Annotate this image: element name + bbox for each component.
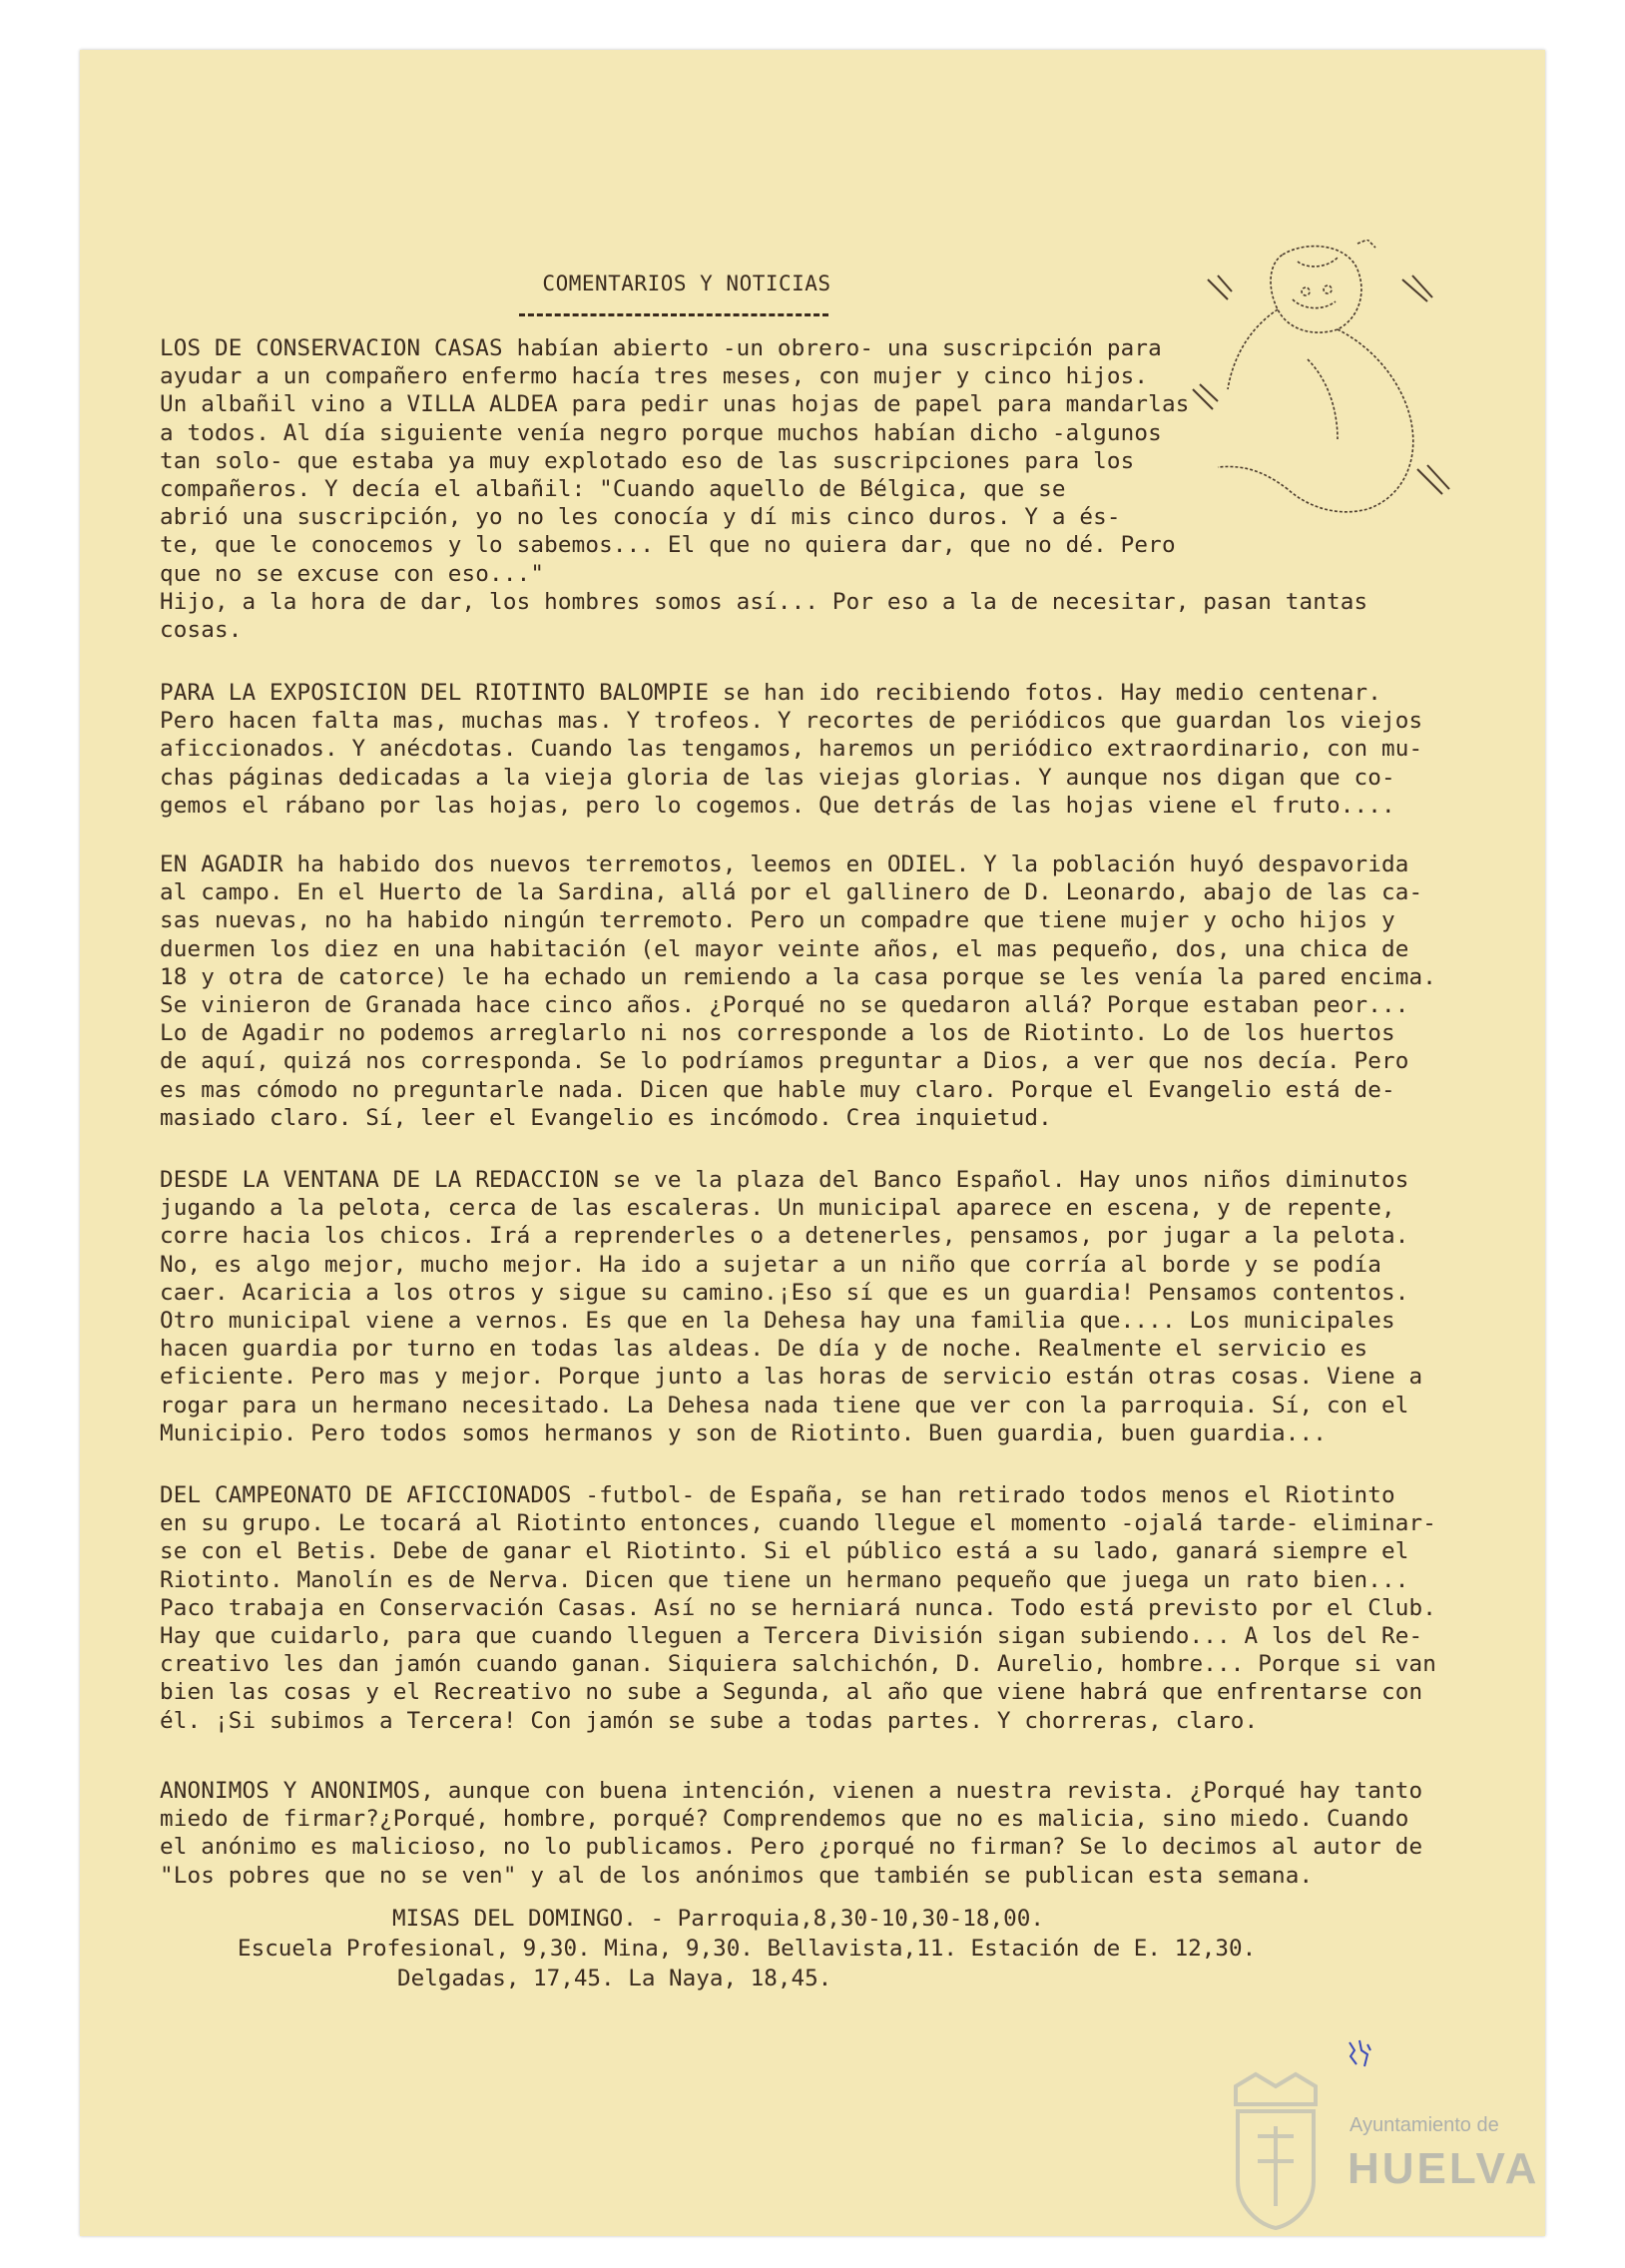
page-title: COMENTARIOS Y NOTICIAS — [542, 272, 831, 295]
paragraph-campeonato: DEL CAMPEONATO DE AFICCIONADOS -futbol- de España, se han retirado todos menos el Riotinto en su grupo. Le tocará al Riotinto entonces, cuando llegue el momento -ojalá tarde- eliminar- se con el Betis. Debe de ganar el Riotinto. Si el público está a su lado, ganará siempre el Riotinto. Manolín es de Nerva. Dicen que tiene un hermano pequeño que juega un rato bien... Paco trabaja en Conservación Casas. Así no se herniará nunca. Todo está previsto por el Club. Hay que cuidarlo, para que cuando lleguen a Tercera División sigan subiendo... A los del Re- creativo les dan jamón cuando ganan. Siquiera salchichón, D. Aurelio, hombre... Porque si van bien las cosas y el Recreativo no sube a Segunda, al año que viene habrá que enfrentarse con él. ¡Si subimos a Tercera! Con jamón se sube a todas partes. Y chorreras, claro. — [160, 1482, 1436, 1734]
watermark-text: Ayuntamiento de — [1350, 2114, 1499, 2136]
paragraph-conservacion-casas: LOS DE CONSERVACION CASAS habían abierto -un obrero- una suscripción para ayudar a un compañero enfermo hacía tres meses, con mujer y cinco hijos. Un albañil vino a VILLA ALDEA para pedir unas hojas de papel para mandarlas a todos. Al día siguiente venía negro porque muchos habían dicho -algunos tan solo- que estaba ya muy explotado eso de las suscripciones para los compañeros. Y decía el albañil: "Cuando aquello de Bélgica, que se abrió una suscripción, yo no les conocía y dí mis cinco duros. Y a és- te, que le conocemos y lo sabemos... El que no quiera dar, que no dé. Pero que no se excuse con eso..." Hijo, a la hora de dar, los hombres somos así... Por eso a la de necesitar, pasan tantas cosas. — [160, 335, 1368, 644]
paragraph-ventana-redaccion: DESDE LA VENTANA DE LA REDACCION se ve la plaza del Banco Español. Hay unos niños diminutos jugando a la pelota, cerca de las escaleras. Un municipal aparece en escena, y de repente, corre hacia los chicos. Irá a reprenderles o a detenerles, pensamos, por jugar a la pelota. No, es algo mejor, mucho mejor. Ha ido a sujetar a un niño que corría al borde y se podía caer. Acaricia a los otros y sigue su camino.¡Eso sí que es un guardia! Pensamos contentos. Otro municipal viene a vernos. Es que en la Dehesa hay una familia que.... Los municipales hacen guardia por turno en todas las aldeas. De día y de noche. Realmente el servicio es eficiente. Pero mas y mejor. Porque junto a las horas de servicio están otras cosas. Viene a rogar para un hermano necesitado. La Dehesa nada tiene que ver con la parroquia. Sí, con el Municipio. Pero todos somos hermanos y son de Riotinto. Buen guardia, buen guardia... — [160, 1167, 1423, 1446]
paragraph-exposicion-balompie: PARA LA EXPOSICION DEL RIOTINTO BALOMPIE se han ido recibiendo fotos. Hay medio centenar. Pero hacen falta mas, muchas mas. Y trofeos. Y recortes de periódicos que guardan los viejos aficcionados. Y anécdotas. Cuando las tengamos, haremos un periódico extraordinario, con mu- chas páginas dedicadas a la vieja gloria de las viejas glorias. Y aunque nos digan que co- gemos el rábano por las hojas, pero lo cogemos. Que detrás de las hojas viene el fruto.... — [160, 680, 1423, 819]
paragraph-anonimos: ANONIMOS Y ANONIMOS, aunque con buena intención, vienen a nuestra revista. ¿Porqué hay tanto miedo de firmar?¿Porqué, hombre, porqué? Comprendemos que no es malicia, sino miedo. Cuando el anónimo es malicioso, no lo publicamos. Pero ¿porqué no firman? Se lo decimos al autor de "Los pobres que no se ven" y al de los anónimos que también se publican esta semana. — [160, 1778, 1423, 1889]
title-underline — [519, 313, 828, 316]
paragraph-agadir: EN AGADIR ha habido dos nuevos terremotos, leemos en ODIEL. Y la población huyó despavorida al campo. En el Huerto de la Sardina, allá por el gallinero de D. Leonardo, abajo de las ca- sas nuevas, no ha habido ningún terremoto. Pero un compadre que tiene mujer y ocho hijos y duermen los diez en una habitación (el mayor veinte años, el mas pequeño, dos, una chica de 18 y otra de catorce) le ha echado un remiendo a la casa porque se les venía la pared encima. Se vinieron de Granada hace cinco años. ¿Porqué no se quedaron allá? Porque estaban peor... Lo de Agadir no podemos arreglarlo ni nos corresponde a los de Riotinto. Lo de los huertos de aquí, quizá nos corresponda. Se lo podríamos preguntar a Dios, a ver que nos decía. Pero es mas cómodo no preguntarle nada. Dicen que hable muy claro. Porque el Evangelio está de- masiado claro. Sí, leer el Evangelio es incómodo. Crea inquietud. — [160, 851, 1436, 1131]
masses-line: MISAS DEL DOMINGO. - Parroquia,8,30-10,30-18,00. — [392, 1906, 1044, 1932]
masses-line: Delgadas, 17,45. La Naya, 18,45. — [397, 1966, 832, 1991]
watermark-title: HUELVA — [1348, 2144, 1540, 2193]
masses-line: Escuela Profesional, 9,30. Mina, 9,30. Bellavista,11. Estación de E. 12,30. — [238, 1936, 1257, 1962]
